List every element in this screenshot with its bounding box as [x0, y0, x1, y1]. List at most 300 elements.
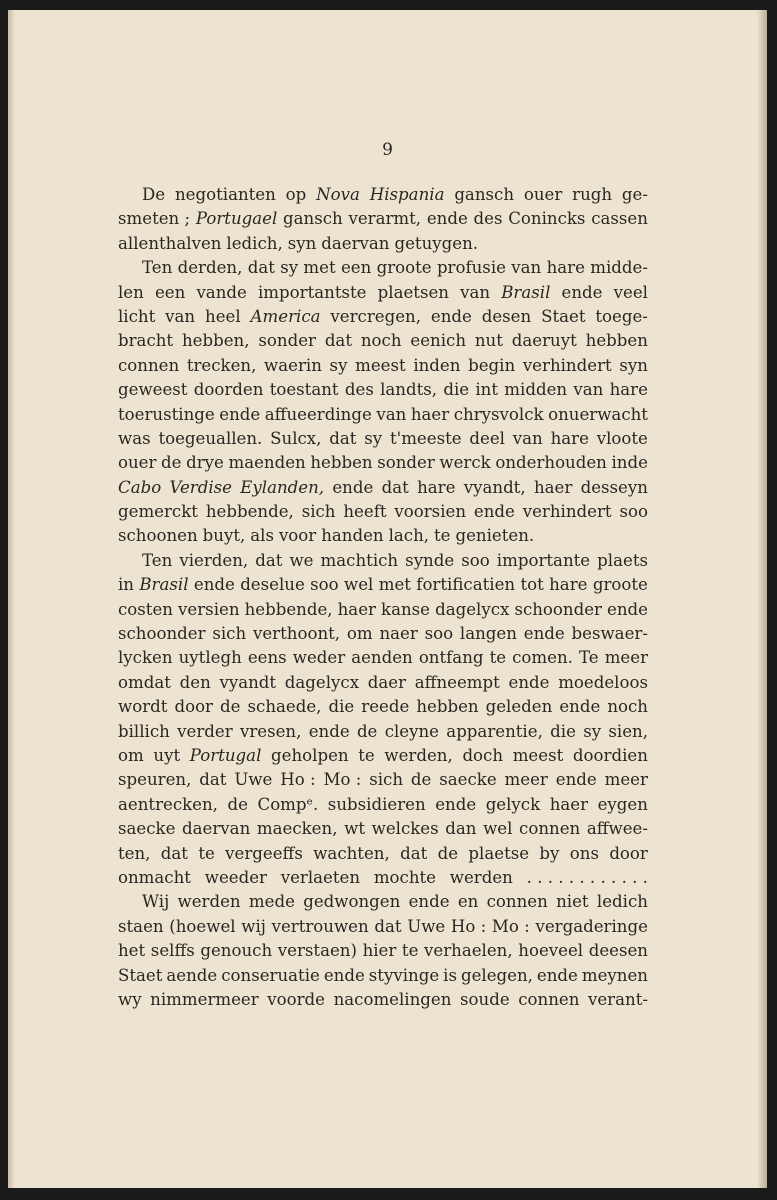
word: drye	[186, 453, 224, 473]
word: by	[539, 843, 560, 863]
word: verder	[177, 721, 233, 741]
word: en	[457, 892, 479, 912]
word: importante	[496, 550, 591, 570]
word: om	[118, 745, 144, 765]
word: groote	[376, 258, 432, 278]
word: te	[401, 941, 419, 961]
text-line	[118, 403, 648, 427]
word: ende	[473, 502, 515, 522]
word: vergaderinge	[535, 916, 648, 936]
word: midde-	[590, 258, 648, 278]
text-line	[118, 890, 648, 914]
text-line	[118, 842, 648, 866]
word: hebben,	[181, 331, 250, 351]
text-line	[118, 646, 648, 670]
word: ende	[559, 697, 601, 717]
word: sy	[364, 428, 383, 448]
word: verant-	[587, 989, 648, 1009]
word: moedeloos	[558, 672, 648, 692]
text-line	[118, 671, 648, 695]
word: door	[174, 697, 213, 717]
word: ende	[430, 306, 472, 326]
word: reede	[361, 697, 410, 717]
word: verthoont,	[252, 624, 341, 644]
text-line	[118, 598, 648, 622]
word: affwee-	[586, 819, 648, 839]
word: geleden	[485, 697, 553, 717]
word: nut	[474, 331, 503, 351]
word: connen	[519, 819, 581, 839]
word: machtich	[320, 550, 399, 570]
word: De	[142, 185, 166, 204]
word: omdat	[118, 672, 171, 692]
word: inden	[413, 355, 461, 375]
word: ende	[332, 477, 374, 497]
text-line	[118, 720, 648, 744]
word: begin	[468, 355, 516, 375]
word: Hispania	[369, 185, 445, 204]
word: op	[285, 185, 307, 204]
page-number: 9	[382, 140, 393, 160]
word: mochte	[373, 867, 437, 887]
word: ende	[607, 599, 648, 619]
word: Conincks	[508, 209, 586, 229]
word: van	[376, 404, 407, 424]
text-line	[118, 500, 648, 524]
word: schaede,	[247, 697, 322, 717]
word: haer	[337, 599, 376, 619]
page-edge-left	[8, 10, 15, 1188]
word: hare	[549, 575, 588, 595]
word: deel	[469, 428, 505, 448]
word: daervan	[321, 233, 390, 253]
word: om	[346, 624, 373, 644]
word: werden,	[384, 745, 453, 765]
word: deesen	[588, 941, 648, 961]
word: Staet	[541, 306, 586, 326]
word: maenden	[228, 453, 306, 473]
word: doch	[462, 745, 504, 765]
word: tot	[520, 575, 544, 595]
word: haer	[549, 794, 589, 814]
word: gansch	[283, 209, 343, 229]
word: cleyne	[384, 721, 439, 741]
text-line	[118, 232, 648, 256]
text-line	[118, 573, 648, 597]
word: onuerwacht	[548, 404, 648, 424]
word: profusie	[436, 258, 506, 278]
word: noch	[607, 697, 648, 717]
text-line	[118, 256, 648, 280]
word: plaets	[597, 550, 648, 570]
word: importantste	[257, 282, 367, 302]
word: nimmermeer	[150, 989, 259, 1009]
word: dat	[381, 477, 409, 497]
word: werden	[449, 867, 513, 887]
word: meer	[504, 770, 548, 790]
word: Brasil	[139, 575, 189, 595]
word: was	[118, 428, 151, 448]
word: te	[198, 843, 215, 863]
word: deselue	[240, 575, 305, 595]
word: soo	[424, 624, 454, 644]
word: sy	[280, 258, 299, 278]
word: Ten	[142, 258, 173, 278]
word: die	[443, 380, 470, 400]
text-line	[118, 817, 648, 841]
word: synde	[405, 550, 455, 570]
word: hebben	[585, 331, 648, 351]
word: ende	[561, 282, 603, 302]
word: meest	[355, 355, 406, 375]
word: ende	[323, 965, 365, 985]
word: voorde	[267, 989, 325, 1009]
word: van	[512, 428, 543, 448]
word: gelegen,	[460, 965, 533, 985]
word: meer	[604, 770, 648, 790]
word: dan	[445, 819, 477, 839]
word: dat	[199, 770, 227, 790]
word: billich	[118, 721, 170, 741]
word: het	[118, 941, 146, 961]
word: voorsien	[394, 502, 467, 522]
word: lach,	[388, 526, 430, 546]
word: Ten	[142, 550, 173, 570]
word: met	[378, 575, 411, 595]
word: apparentie,	[446, 721, 543, 741]
word: hare	[550, 428, 589, 448]
word: int	[475, 380, 499, 400]
word: daervan	[182, 819, 251, 839]
text-line	[118, 451, 648, 475]
word: Cabo	[118, 477, 162, 497]
word: genouch	[200, 941, 273, 961]
text-line	[118, 549, 648, 573]
word: vercregen,	[330, 306, 421, 326]
word: getuygen.	[394, 233, 479, 253]
word: dat	[324, 331, 352, 351]
word: Verdise	[169, 477, 232, 497]
word: dagelycx	[284, 672, 360, 692]
word: gansch	[454, 185, 515, 204]
word: fortificatien	[416, 575, 516, 595]
text-line	[118, 524, 648, 548]
word: midden	[504, 380, 568, 400]
text-line	[118, 939, 648, 963]
word: de	[410, 770, 432, 790]
word: wel	[483, 819, 513, 839]
word: Compᵉ.	[257, 794, 319, 814]
word: van	[460, 282, 491, 302]
word: des	[473, 209, 503, 229]
text-line	[118, 768, 648, 792]
word: eygen	[597, 794, 648, 814]
word: eens	[247, 648, 287, 668]
word: ende	[555, 770, 597, 790]
word: conseruatie	[221, 965, 320, 985]
text-line	[118, 793, 648, 817]
word: gedwongen	[303, 892, 401, 912]
word: de	[227, 794, 248, 814]
word: door	[609, 843, 648, 863]
word: van	[511, 258, 542, 278]
word: vloote	[596, 428, 648, 448]
word: van	[165, 306, 196, 326]
word: vresen,	[239, 721, 302, 741]
word: voor	[278, 526, 317, 546]
word: noch	[360, 331, 402, 351]
word: saecke	[118, 819, 176, 839]
word: daer	[367, 672, 407, 692]
word: connen	[518, 989, 580, 1009]
word: haer	[410, 404, 450, 424]
word: dat	[329, 428, 357, 448]
word: den	[179, 672, 211, 692]
word: verlaeten	[280, 867, 361, 887]
word: meest	[512, 745, 564, 765]
word: lycken	[118, 648, 173, 668]
word: Staet	[118, 965, 163, 985]
word: chrysvolck	[453, 404, 544, 424]
word: ledich	[596, 892, 648, 912]
text-line	[118, 305, 648, 329]
word: hare	[417, 477, 456, 497]
text-line	[118, 866, 648, 890]
word: aentrecken,	[118, 794, 218, 814]
word: wy	[118, 989, 142, 1009]
word: sich	[369, 770, 404, 790]
word: schoonder	[514, 599, 602, 619]
word: sich	[301, 502, 336, 522]
text-line	[118, 329, 648, 353]
word: wt	[344, 819, 365, 839]
word: dat	[255, 550, 283, 570]
word: dat	[374, 916, 402, 936]
word: de	[220, 697, 241, 717]
word: verarmt,	[348, 209, 422, 229]
word: wij	[241, 916, 266, 936]
word: America	[250, 306, 321, 326]
text-line	[118, 354, 648, 378]
word: werck	[439, 453, 491, 473]
word: soo	[310, 575, 339, 595]
word: selffs	[150, 941, 195, 961]
word: die	[328, 697, 355, 717]
word: meer	[604, 648, 648, 668]
word: maecken,	[256, 819, 338, 839]
word: wel	[344, 575, 374, 595]
word: verhindert	[522, 355, 612, 375]
word: syn	[619, 355, 648, 375]
word: dat	[160, 843, 188, 863]
word: derden,	[177, 258, 243, 278]
word: Brasil	[501, 282, 551, 302]
text-line	[118, 744, 648, 768]
word: een	[340, 258, 372, 278]
word: ende	[435, 794, 477, 814]
word: gemerckt	[118, 502, 198, 522]
word: doorden	[193, 380, 264, 400]
word: genieten.	[455, 526, 535, 546]
word: aende	[166, 965, 218, 985]
word: naer	[379, 624, 418, 644]
text-line	[118, 476, 648, 500]
text-line	[118, 915, 648, 939]
word: veel	[613, 282, 648, 302]
word: bracht	[118, 331, 174, 351]
word: wachten,	[313, 843, 390, 863]
word: vertrouwen	[271, 916, 369, 936]
word: vyandt,	[463, 477, 526, 497]
word: doordien	[572, 745, 648, 765]
word: sien,	[608, 721, 648, 741]
word: len	[118, 282, 144, 302]
word: Wij	[142, 892, 170, 912]
word: heel	[205, 306, 241, 326]
word: smeten ;	[118, 209, 191, 229]
word: onderhouden	[495, 453, 607, 473]
word: soo	[619, 502, 648, 522]
word: inde	[611, 453, 648, 473]
text-line	[118, 427, 648, 451]
word: plaetsen	[377, 282, 449, 302]
word: Ho :	[280, 770, 316, 790]
word: verhindert	[522, 502, 612, 522]
word: ende	[408, 892, 450, 912]
word: sonder	[258, 331, 316, 351]
word: onmacht	[118, 867, 191, 887]
word: t'meeste	[389, 428, 462, 448]
word: hebben	[416, 697, 479, 717]
word: verhaelen,	[424, 941, 513, 961]
word: hebbende,	[244, 599, 333, 619]
word: desseyn	[580, 477, 648, 497]
word: weder	[292, 648, 346, 668]
word: syn	[287, 233, 317, 253]
word: dat	[400, 843, 428, 863]
word: soude	[460, 989, 510, 1009]
word: meynen	[581, 965, 648, 985]
word: niet	[556, 892, 589, 912]
word: dat	[247, 258, 275, 278]
book-page	[8, 10, 767, 1188]
word: verstaen)	[277, 941, 357, 961]
word: des	[344, 380, 374, 400]
word: mede	[248, 892, 295, 912]
word: . . . . . . . . . . . .	[526, 867, 648, 887]
word: Eylanden,	[240, 477, 325, 497]
word: de	[161, 453, 182, 473]
word: de	[437, 843, 459, 863]
word: versien	[178, 599, 240, 619]
word: connen	[486, 892, 548, 912]
word: uytlegh	[178, 648, 242, 668]
word: Portugael	[195, 209, 278, 229]
word: desen	[481, 306, 532, 326]
word: plaetse	[468, 843, 530, 863]
word: sy	[583, 721, 602, 741]
word: werden	[177, 892, 241, 912]
text-line	[118, 207, 648, 231]
word: Sulcx,	[270, 428, 322, 448]
text-line	[118, 988, 648, 1012]
word: ge-	[621, 185, 648, 204]
word: ende	[536, 965, 578, 985]
word: (hoewel	[169, 916, 236, 936]
word: kanse	[381, 599, 431, 619]
word: ende	[219, 404, 261, 424]
word: schoonen	[118, 526, 198, 546]
word: in	[118, 575, 134, 595]
word: toerustinge	[118, 404, 215, 424]
word: een	[154, 282, 186, 302]
word: toegeuallen.	[158, 428, 263, 448]
word: sich	[212, 624, 247, 644]
word: sy	[329, 355, 348, 375]
word: geholpen	[271, 745, 349, 765]
word: hebben	[310, 453, 373, 473]
word: heeft	[343, 502, 387, 522]
word: dagelycx	[435, 599, 510, 619]
text-line	[118, 964, 648, 988]
word: Uwe	[407, 916, 446, 936]
word: negotianten	[174, 185, 276, 204]
word: Uwe	[234, 770, 273, 790]
word: geweest	[118, 380, 188, 400]
word: licht	[118, 306, 156, 326]
word: staen	[118, 916, 164, 936]
word: welckes	[371, 819, 439, 839]
word: subsidieren	[327, 794, 426, 814]
word: langen	[459, 624, 517, 644]
word: Nova	[316, 185, 360, 204]
word: als	[250, 526, 274, 546]
word: Portugal	[189, 745, 262, 765]
word: ons	[569, 843, 599, 863]
word: landts,	[380, 380, 438, 400]
word: affueerdinge	[264, 404, 372, 424]
word: ende	[426, 209, 468, 229]
word: hare	[546, 258, 585, 278]
word: hebbende,	[205, 502, 294, 522]
word: vergeeffs	[225, 843, 303, 863]
word: speuren,	[118, 770, 192, 790]
word: ende	[523, 624, 565, 644]
word: vyandt	[219, 672, 277, 692]
body-text	[118, 183, 648, 1012]
word: haer	[533, 477, 573, 497]
word: rugh	[572, 185, 613, 204]
word: ende	[508, 672, 550, 692]
word: nacomelingen	[333, 989, 452, 1009]
word: daeruyt	[511, 331, 577, 351]
word: trecken,	[186, 355, 257, 375]
word: eenich	[410, 331, 467, 351]
word: ledich,	[226, 233, 283, 253]
word: Mo :	[323, 770, 362, 790]
word: styvinge	[368, 965, 440, 985]
word: van	[573, 380, 604, 400]
word: aenden	[351, 648, 413, 668]
word: vierden,	[179, 550, 249, 570]
word: Ho :	[450, 916, 487, 936]
word: sonder	[377, 453, 435, 473]
word: schoonder	[118, 624, 206, 644]
word: hare	[609, 380, 648, 400]
word: soo	[461, 550, 490, 570]
word: ten,	[118, 843, 151, 863]
word: buyt,	[202, 526, 246, 546]
